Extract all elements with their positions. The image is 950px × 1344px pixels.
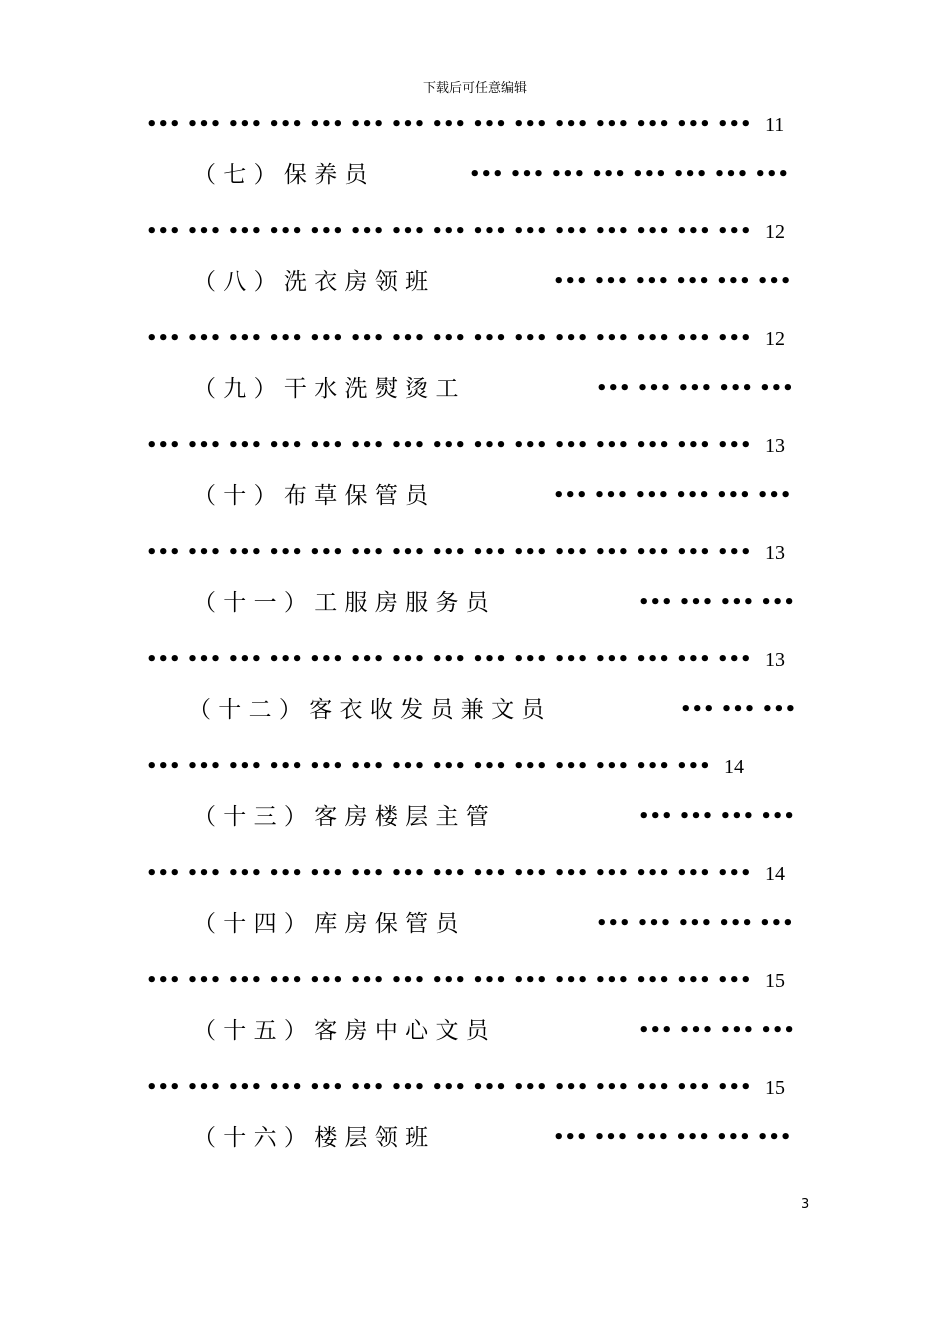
leader-dots: ••• ••• ••• ••• ••• ••• ••• ••• ••• ••• ••• ••• ••• ••• ••• [146, 542, 752, 563]
toc-dots-line [0, 645, 950, 675]
toc-page-number[interactable]: 15 [765, 1077, 785, 1099]
toc-entry[interactable] [0, 695, 950, 725]
toc-dots-line [0, 859, 950, 889]
toc-entry[interactable] [0, 588, 950, 618]
leader-dots: ••• ••• ••• ••• ••• ••• ••• ••• [469, 164, 789, 185]
leader-dots: ••• ••• ••• ••• ••• [596, 913, 794, 934]
toc-dots-line [0, 217, 950, 247]
toc-dots-line [0, 966, 950, 996]
toc-entry-title[interactable]: （ 八 ） 洗 衣 房 领 班 [193, 269, 429, 295]
toc-page-number[interactable]: 13 [765, 649, 785, 671]
toc-entry[interactable] [0, 374, 950, 404]
toc-entry-title[interactable]: （ 十 六 ） 楼 层 领 班 [193, 1125, 429, 1151]
toc-page-number[interactable]: 12 [765, 221, 785, 243]
toc-entry[interactable] [0, 802, 950, 832]
toc-dots-line [0, 1073, 950, 1103]
toc-entry[interactable] [0, 267, 950, 297]
toc-dots-line [0, 752, 950, 782]
leader-dots: ••• ••• ••• ••• ••• ••• [553, 1127, 792, 1148]
toc-entry-title[interactable]: （ 十 一 ） 工 服 房 服 务 员 [193, 590, 489, 616]
toc-dots-line [0, 431, 950, 461]
toc-entry-title[interactable]: （ 十 三 ） 客 房 楼 层 主 管 [193, 804, 489, 830]
leader-dots: ••• ••• ••• ••• ••• ••• [553, 485, 792, 506]
toc-page-number[interactable]: 12 [765, 328, 785, 350]
toc-entry-title[interactable]: （ 十 四 ） 库 房 保 管 员 [193, 911, 459, 937]
leader-dots: ••• ••• ••• ••• [638, 592, 795, 613]
toc-entry[interactable] [0, 909, 950, 939]
leader-dots: ••• ••• ••• ••• ••• ••• ••• ••• ••• ••• ••• ••• ••• ••• ••• [146, 863, 752, 884]
leader-dots: ••• ••• ••• ••• ••• ••• [553, 271, 792, 292]
leader-dots: ••• ••• ••• ••• ••• ••• ••• ••• ••• ••• ••• ••• ••• ••• ••• [146, 649, 752, 670]
leader-dots: ••• ••• ••• ••• ••• [596, 378, 794, 399]
toc-page-number[interactable]: 13 [765, 435, 785, 457]
toc-page-number[interactable]: 15 [765, 970, 785, 992]
leader-dots: ••• ••• ••• ••• ••• ••• ••• ••• ••• ••• ••• ••• ••• ••• ••• [146, 221, 752, 242]
toc-entry-title[interactable]: （ 七 ） 保 养 员 [193, 162, 368, 188]
toc-page-number[interactable]: 14 [765, 863, 785, 885]
toc-entry-title[interactable]: （ 十 ） 布 草 保 管 员 [193, 483, 429, 509]
leader-dots: ••• ••• ••• ••• ••• ••• ••• ••• ••• ••• ••• ••• ••• ••• ••• [146, 328, 752, 349]
leader-dots: ••• ••• ••• [680, 699, 797, 720]
toc-entry-title[interactable]: （ 九 ） 干 水 洗 熨 烫 工 [193, 376, 459, 402]
toc-dots-line [0, 110, 950, 140]
toc-dots-line [0, 538, 950, 568]
toc-entry[interactable] [0, 1016, 950, 1046]
toc-entry[interactable] [0, 160, 950, 190]
toc-entry-title[interactable]: （ 十 二 ） 客 衣 收 发 员 兼 文 员 [188, 697, 545, 723]
leader-dots: ••• ••• ••• ••• [638, 1020, 795, 1041]
toc-entry-title[interactable]: （ 十 五 ） 客 房 中 心 文 员 [193, 1018, 489, 1044]
toc-dots-line [0, 324, 950, 354]
leader-dots: ••• ••• ••• ••• ••• ••• ••• ••• ••• ••• ••• ••• ••• ••• [146, 756, 711, 777]
toc-page-number[interactable]: 11 [765, 114, 785, 136]
leader-dots: ••• ••• ••• ••• ••• ••• ••• ••• ••• ••• ••• ••• ••• ••• ••• [146, 970, 752, 991]
toc-page-number[interactable]: 14 [724, 756, 744, 778]
toc-entry[interactable] [0, 1123, 950, 1153]
page-number: 3 [801, 1197, 810, 1212]
leader-dots: ••• ••• ••• ••• ••• ••• ••• ••• ••• ••• ••• ••• ••• ••• ••• [146, 1077, 752, 1098]
leader-dots: ••• ••• ••• ••• ••• ••• ••• ••• ••• ••• ••• ••• ••• ••• ••• [146, 114, 752, 135]
toc-page-number[interactable]: 13 [765, 542, 785, 564]
leader-dots: ••• ••• ••• ••• [638, 806, 795, 827]
toc-entry[interactable] [0, 481, 950, 511]
page-header: 下载后可任意编辑 [422, 81, 527, 96]
leader-dots: ••• ••• ••• ••• ••• ••• ••• ••• ••• ••• ••• ••• ••• ••• ••• [146, 435, 752, 456]
